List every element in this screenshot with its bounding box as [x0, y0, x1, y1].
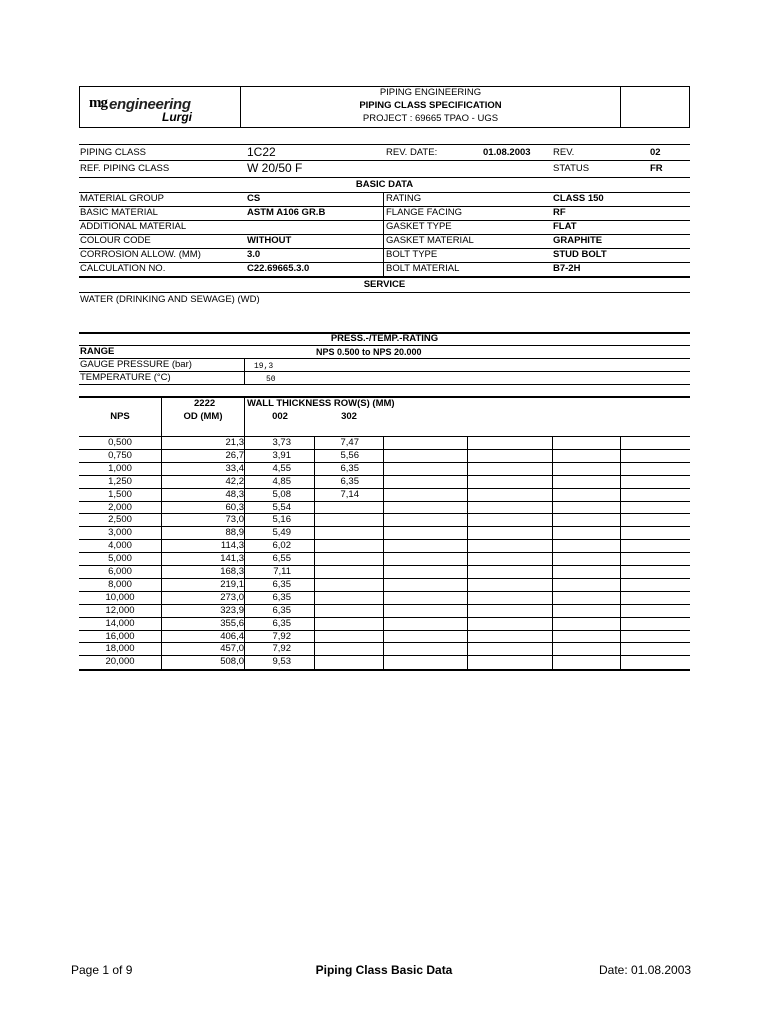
logo-lurgi: Lurgi — [162, 110, 192, 124]
basic-right-label: GASKET TYPE — [386, 221, 452, 232]
thickness-002-cell: 5,54 — [272, 502, 291, 513]
basic-right-value: FLAT — [553, 221, 577, 232]
pressure-label: GAUGE PRESSURE (bar) — [80, 359, 192, 370]
row-rule — [79, 449, 690, 450]
nps-cell: 1,000 — [108, 463, 132, 474]
document-header — [79, 86, 690, 128]
od-cell: 323,9 — [220, 605, 244, 616]
company-logo — [89, 95, 199, 123]
thickness-002-cell: 6,55 — [272, 553, 291, 564]
row-rule — [79, 578, 690, 579]
thickness-302-cell: 5,56 — [340, 450, 359, 461]
basic-row-rule — [79, 220, 690, 221]
nps-cell: 5,000 — [108, 553, 132, 564]
nps-cell: 14,000 — [105, 618, 135, 629]
logo-mg: mg — [89, 95, 107, 111]
thickness-302-cell: 6,35 — [340, 476, 359, 487]
thickness-002-cell: 7,92 — [272, 631, 291, 642]
od-cell: 406,4 — [220, 631, 244, 642]
col-header-002: 002 — [272, 411, 288, 422]
row-rule — [79, 475, 690, 476]
nps-cell: 0,750 — [108, 450, 132, 461]
thickness-002-cell: 5,49 — [272, 527, 291, 538]
row-rule — [79, 552, 690, 553]
od-cell: 273,0 — [220, 592, 244, 603]
od-cell: 88,9 — [225, 527, 244, 538]
footer-title: Piping Class Basic Data — [315, 963, 453, 977]
col-header-od: OD (MM) — [183, 411, 223, 422]
pressure-value: 19,3 — [254, 362, 274, 371]
od-cell: 457,0 — [220, 643, 244, 654]
row-rule — [79, 604, 690, 605]
col-header-302: 302 — [341, 411, 357, 422]
nps-cell: 2,000 — [108, 502, 132, 513]
basic-right-label: FLANGE FACING — [386, 207, 463, 218]
row-rule — [79, 526, 690, 527]
od-cell: 48,3 — [225, 489, 244, 500]
range-label: RANGE — [80, 346, 115, 357]
od-cell: 42,2 — [225, 476, 244, 487]
od-cell: 219,1 — [220, 579, 244, 590]
class-info-top-rule — [79, 144, 690, 145]
row-rule — [79, 488, 690, 489]
thickness-002-cell: 4,85 — [272, 476, 291, 487]
temperature-label: TEMPERATURE (°C) — [80, 372, 171, 383]
nps-cell: 3,000 — [108, 527, 132, 538]
logo-engineering: engineering — [109, 96, 191, 113]
row-rule — [79, 617, 690, 618]
rev-label: REV. — [553, 147, 575, 158]
thickness-002-cell: 4,55 — [272, 463, 291, 474]
header-doc-title: PIPING CLASS SPECIFICATION — [359, 100, 502, 111]
row-rule — [79, 513, 690, 514]
od-cell: 60,3 — [225, 502, 244, 513]
basic-right-value: RF — [553, 207, 566, 218]
basic-left-value: 3.0 — [247, 249, 261, 260]
thickness-table-bottom-rule — [79, 669, 690, 671]
piping-class-label: PIPING CLASS — [80, 147, 146, 158]
basic-left-label: MATERIAL GROUP — [80, 193, 164, 204]
thickness-002-cell: 6,35 — [272, 605, 291, 616]
rev-value: 02 — [650, 147, 661, 158]
row-rule — [79, 462, 690, 463]
row-rule — [79, 591, 690, 592]
nps-cell: 20,000 — [105, 656, 135, 667]
basic-right-value: GRAPHITE — [553, 235, 603, 246]
thickness-code: 2222 — [194, 398, 216, 409]
row-rule — [79, 501, 690, 502]
od-cell: 73,0 — [225, 514, 244, 525]
basic-right-value: B7-2H — [553, 263, 581, 274]
basic-row-rule — [79, 206, 690, 207]
od-cell: 168,3 — [220, 566, 244, 577]
nps-cell: 12,000 — [105, 605, 135, 616]
nps-cell: 1,500 — [108, 489, 132, 500]
footer-date: Date: 01.08.2003 — [599, 963, 692, 977]
thickness-002-cell: 6,35 — [272, 592, 291, 603]
thickness-002-cell: 7,11 — [273, 566, 291, 577]
basic-left-label: CORROSION ALLOW. (MM) — [80, 249, 201, 260]
col-header-nps: NPS — [110, 411, 130, 422]
footer-page-number: Page 1 of 9 — [71, 963, 133, 977]
nps-cell: 6,000 — [108, 566, 132, 577]
basic-left-label: CALCULATION NO. — [80, 263, 166, 274]
thickness-002-cell: 9,53 — [272, 656, 291, 667]
basic-right-value: STUD BOLT — [553, 249, 607, 260]
status-value: FR — [650, 163, 663, 174]
basic-left-value: ASTM A106 GR.B — [247, 207, 326, 218]
row-rule — [79, 565, 690, 566]
temperature-value: 50 — [266, 375, 276, 384]
nps-cell: 10,000 — [105, 592, 135, 603]
thickness-302-cell: 7,14 — [340, 489, 359, 500]
thickness-title: WALL THICKNESS ROW(S) (MM) — [247, 398, 395, 409]
od-cell: 114,3 — [220, 540, 244, 551]
thickness-002-cell: 5,08 — [272, 489, 291, 500]
nps-cell: 8,000 — [108, 579, 132, 590]
header-project: PROJECT : 69665 TPAO - UGS — [362, 113, 499, 124]
thickness-002-cell: 3,91 — [272, 450, 291, 461]
thickness-002-cell: 6,35 — [272, 618, 291, 629]
od-cell: 21,3 — [225, 437, 244, 448]
thickness-002-cell: 5,16 — [272, 514, 291, 525]
od-cell: 141,3 — [220, 553, 244, 564]
service-title: SERVICE — [363, 279, 406, 290]
row-rule — [79, 539, 690, 540]
basic-data-title: BASIC DATA — [355, 179, 414, 190]
ref-class-value: W 20/50 F — [247, 161, 303, 175]
od-cell: 508,0 — [220, 656, 244, 667]
basic-row-rule — [79, 248, 690, 249]
basic-right-label: BOLT MATERIAL — [386, 263, 460, 274]
thickness-002-cell: 6,02 — [272, 540, 291, 551]
thickness-002-cell: 7,92 — [272, 643, 291, 654]
ref-class-label: REF. PIPING CLASS — [80, 163, 170, 174]
range-value: NPS 0.500 to NPS 20.000 — [316, 347, 422, 357]
basic-left-label: BASIC MATERIAL — [80, 207, 158, 218]
basic-left-value: CS — [247, 193, 261, 204]
basic-row-rule — [79, 262, 690, 263]
basic-left-label: COLOUR CODE — [80, 235, 151, 246]
rev-date-label: REV. DATE: — [386, 147, 438, 158]
basic-right-label: BOLT TYPE — [386, 249, 438, 260]
status-label: STATUS — [553, 163, 590, 174]
row-rule — [79, 642, 690, 643]
row-rule — [79, 655, 690, 656]
rating-title: PRESS.-/TEMP.-RATING — [330, 333, 439, 344]
basic-row-rule — [79, 234, 690, 235]
basic-left-value: WITHOUT — [247, 235, 292, 246]
row-rule — [79, 630, 690, 631]
nps-cell: 16,000 — [105, 631, 135, 642]
piping-class-value: 1C22 — [247, 145, 276, 159]
basic-right-label: RATING — [386, 193, 422, 204]
thickness-002-cell: 3,73 — [272, 437, 291, 448]
basic-right-value: CLASS 150 — [553, 193, 604, 204]
nps-cell: 4,000 — [108, 540, 132, 551]
od-cell: 26,7 — [225, 450, 244, 461]
header-department: PIPING ENGINEERING — [379, 87, 482, 98]
nps-cell: 1,250 — [108, 476, 132, 487]
od-cell: 355,6 — [220, 618, 244, 629]
nps-cell: 0,500 — [108, 437, 132, 448]
basic-left-label: ADDITIONAL MATERIAL — [80, 221, 187, 232]
thickness-302-cell: 6,35 — [340, 463, 359, 474]
thickness-302-cell: 7,47 — [340, 437, 359, 448]
basic-right-label: GASKET MATERIAL — [386, 235, 474, 246]
thickness-002-cell: 6,35 — [272, 579, 291, 590]
nps-cell: 2,500 — [108, 514, 132, 525]
nps-cell: 18,000 — [105, 643, 135, 654]
service-text: WATER (DRINKING AND SEWAGE) (WD) — [80, 294, 260, 305]
rev-date-value: 01.08.2003 — [483, 147, 531, 158]
od-cell: 33,4 — [225, 463, 244, 474]
basic-left-value: C22.69665.3.0 — [247, 263, 310, 274]
